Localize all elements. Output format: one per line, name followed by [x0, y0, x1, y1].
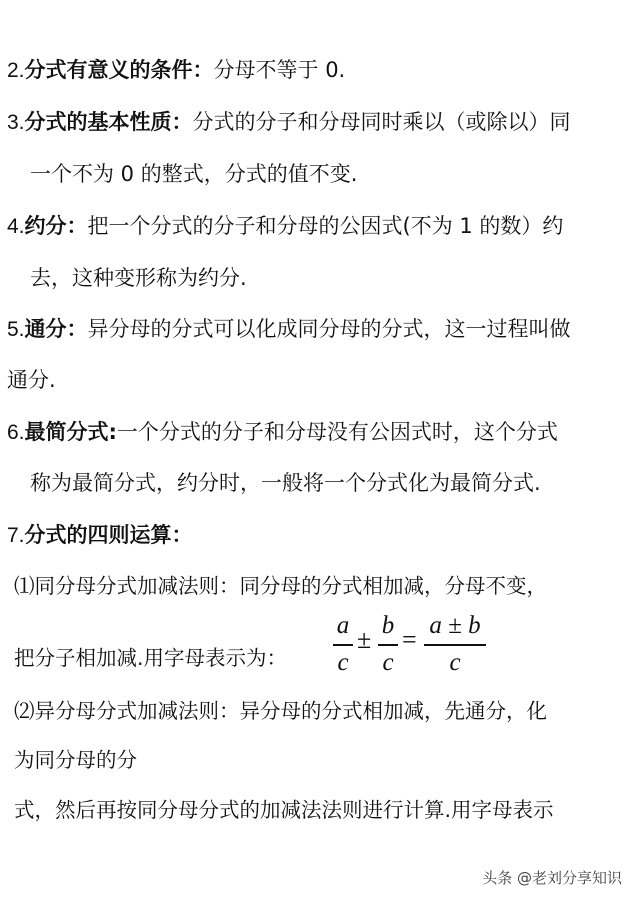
item-text: 一个分式的分子和分母没有公因式时，这个分式 [116, 420, 558, 444]
item-number: 7. [7, 524, 25, 547]
denominator: c [382, 648, 394, 676]
numerator: b [381, 612, 395, 639]
item-term: 约分： [24, 214, 88, 238]
item-term: 最简分式: [24, 420, 117, 444]
item-number: 4. [7, 215, 25, 238]
fraction-a-over-c [333, 612, 353, 677]
rule-2-line-2: 为同分母的分 [14, 748, 137, 772]
item-5-continuation: 通分. [7, 368, 56, 392]
item-text: 把一个分式的分子和分母的公因式(不为 1 的数）约 [87, 214, 564, 238]
equals-sign: = [402, 625, 417, 654]
item-term: 分式有意义的条件： [24, 58, 214, 82]
fraction-bar [378, 644, 398, 646]
item-term: 通分： [24, 317, 88, 341]
fraction-a-plus-minus-b-over-c [424, 612, 486, 677]
item-6-continuation: 称为最简分式，约分时，一般将一个分式化为最简分式. [30, 471, 541, 495]
item-number: 2. [7, 59, 25, 82]
denominator: c [449, 648, 461, 676]
rule-2-line-3: 式，然后再按同分母分式的加减法法则进行计算.用字母表示 [14, 798, 554, 822]
item-7 [7, 521, 193, 550]
denominator: c [337, 648, 349, 676]
item-number: 3. [7, 111, 25, 134]
rule-1-line-2: 把分子相加减.用字母表示为： [14, 646, 288, 670]
item-4 [7, 212, 563, 241]
item-4-continuation: 去，这种变形称为约分. [30, 266, 247, 290]
item-term: 分式的基本性质： [24, 110, 193, 134]
item-3-continuation: 一个不为 0 的整式，分式的值不变. [30, 162, 358, 186]
rule-2-line-1: ⑵异分母分式加减法则：异分母的分式相加减，先通分，化 [14, 699, 547, 723]
item-term: 分式的四则运算： [24, 523, 193, 547]
item-number: 5. [7, 318, 25, 341]
numerator: a [336, 612, 350, 639]
fraction-b-over-c [378, 612, 398, 677]
item-text: 分式的分子和分母同时乘以（或除以）同 [192, 110, 571, 134]
item-number: 6. [7, 421, 25, 444]
item-text: 异分母的分式可以化成同分母的分式，这一过程叫做 [87, 317, 571, 341]
item-2 [7, 56, 345, 85]
item-3 [7, 108, 571, 137]
item-5 [7, 315, 571, 344]
plus-minus-sign: ± [357, 625, 372, 654]
item-6 [7, 418, 558, 447]
numerator: a ± b [429, 612, 481, 639]
watermark: 头条 @老刘分享知识 [482, 869, 622, 887]
rule-1-line-1: ⑴同分母分式加减法则：同分母的分式相加减，分母不变， [14, 574, 547, 598]
fraction-bar [424, 644, 486, 646]
fraction-bar [333, 644, 353, 646]
item-text: 分母不等于 0. [213, 58, 346, 82]
